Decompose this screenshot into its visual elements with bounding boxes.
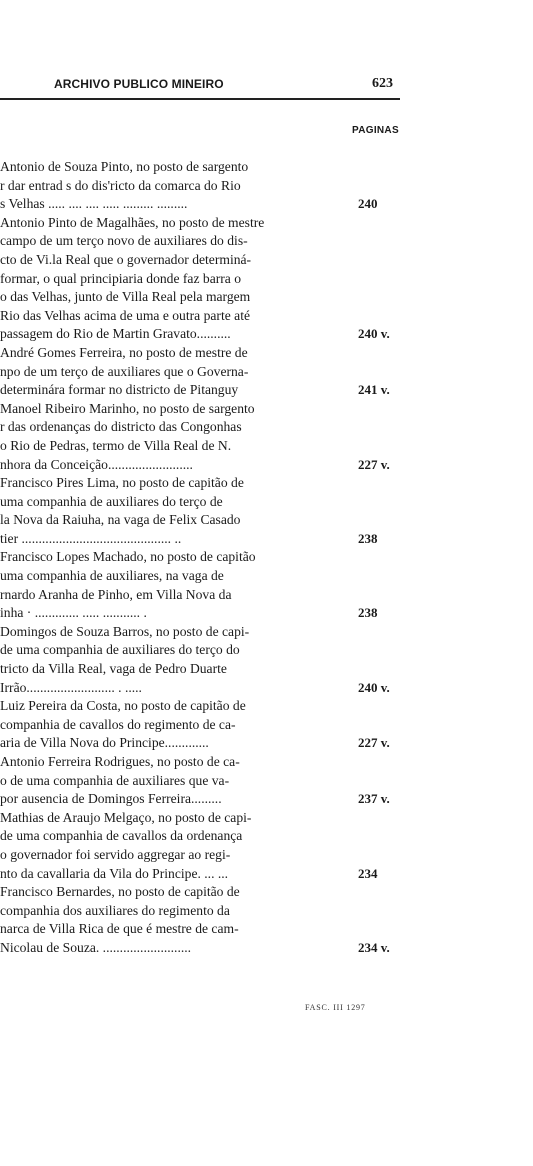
entry-text: de uma companhia de cavallos da ordenança	[0, 828, 243, 844]
entry-text: nhora da Conceição.........................	[0, 456, 193, 472]
entry-text: Nicolau de Souza. ..........................	[0, 939, 192, 955]
entry-text: s Velhas ..... .... .... ..... ......... .........	[0, 196, 188, 212]
entry-text: André Gomes Ferreira, no posto de mestre de	[0, 344, 248, 360]
index-line	[0, 697, 533, 716]
index-line	[0, 883, 533, 902]
index-line	[0, 660, 533, 679]
index-line	[0, 530, 533, 549]
index-line	[0, 920, 533, 939]
entry-text: o Rio de Pedras, termo de Villa Real de N.	[0, 437, 232, 453]
running-head	[0, 77, 400, 97]
index-line	[0, 232, 533, 251]
index-line	[0, 939, 533, 958]
entry-text: Irrão.......................... . .....	[0, 679, 142, 695]
index-line	[0, 604, 533, 623]
index-line	[0, 400, 533, 419]
entry-text: rnardo Aranha de Pinho, em Villa Nova da	[0, 586, 232, 602]
entry-text: Francisco Bernardes, no posto de capitão de	[0, 884, 240, 900]
index-line	[0, 865, 533, 884]
running-title: ARCHIVO PUBLICO MINEIRO	[54, 77, 224, 91]
index-line	[0, 418, 533, 437]
index-line	[0, 344, 533, 363]
index-line	[0, 790, 533, 809]
index-line	[0, 307, 533, 326]
page-reference: 240 v.	[358, 679, 390, 695]
index-line	[0, 846, 533, 865]
header-rule	[0, 98, 400, 100]
index-line	[0, 214, 533, 233]
index-entries	[0, 158, 533, 958]
index-line	[0, 716, 533, 735]
entry-text: npo de um terço de auxiliares que o Governa-	[0, 363, 249, 379]
page-reference: 237 v.	[358, 791, 390, 807]
entry-text: Manoel Ribeiro Marinho, no posto de sargento	[0, 400, 255, 416]
entry-text: uma companhia de auxiliares, na vaga de	[0, 568, 224, 584]
entry-text: la Nova da Raiuha, na vaga de Felix Casado	[0, 512, 241, 528]
entry-text: inha · ............. ..... ........... .	[0, 605, 147, 621]
index-line	[0, 809, 533, 828]
entry-text: tricto da Villa Real, vaga de Pedro Duarte	[0, 661, 227, 677]
entry-text: Francisco Lopes Machado, no posto de capitão	[0, 549, 256, 565]
index-line	[0, 902, 533, 921]
page-reference: 238	[358, 530, 378, 546]
index-line	[0, 325, 533, 344]
index-line	[0, 363, 533, 382]
entry-text: Antonio de Souza Pinto, no posto de sargento	[0, 159, 249, 174]
entry-text: Francisco Pires Lima, no posto de capitão de	[0, 475, 244, 491]
index-line	[0, 548, 533, 567]
entry-text: de uma companhia de auxiliares do terço do	[0, 642, 240, 658]
entry-text: nto da cavallaria da Vila do Principe. ... ...	[0, 865, 229, 881]
index-line	[0, 679, 533, 698]
entry-text: Antonio Pinto de Magalhães, no posto de mestre	[0, 214, 265, 230]
index-line	[0, 753, 533, 772]
entry-text: companhia de cavallos do regimento de ca-	[0, 716, 236, 732]
page-reference: 227 v.	[358, 456, 390, 472]
entry-text: r dar entrad s do dis'ricto da comarca do Rio	[0, 177, 241, 193]
index-line	[0, 195, 533, 214]
index-line	[0, 177, 533, 196]
index-line	[0, 586, 533, 605]
index-line	[0, 734, 533, 753]
page-reference: 227 v.	[358, 735, 390, 751]
page-reference: 241 v.	[358, 382, 390, 398]
entry-text: aria de Villa Nova do Principe.............	[0, 735, 209, 751]
entry-text: Antonio Ferreira Rodrigues, no posto de ca-	[0, 754, 240, 769]
index-line	[0, 288, 533, 307]
entry-text: uma companhia de auxiliares do terço de	[0, 493, 223, 509]
entry-text: campo de um terço novo de auxiliares do dis-	[0, 233, 248, 249]
entry-text: Luiz Pereira da Costa, no posto de capitão de	[0, 698, 246, 714]
entry-text: companhia dos auxiliares do regimento da	[0, 902, 230, 918]
entry-text: Domingos de Souza Barros, no posto de capi-	[0, 623, 250, 639]
index-line	[0, 270, 533, 289]
entry-text: Mathias de Araujo Melgaço, no posto de capi-	[0, 809, 252, 825]
page-reference: 238	[358, 605, 378, 621]
entry-text: determinára formar no districto de Pitanguy	[0, 382, 239, 398]
index-line	[0, 511, 533, 530]
page-reference: 234 v.	[358, 939, 390, 955]
index-line	[0, 623, 533, 642]
entry-text: o governador foi servido aggregar ao regi-	[0, 846, 231, 862]
column-heading: PAGINAS	[352, 125, 399, 136]
page-reference: 234	[358, 865, 378, 881]
entry-text: Rio das Velhas acima de uma e outra parte até	[0, 307, 251, 323]
index-line	[0, 437, 533, 456]
index-line	[0, 827, 533, 846]
fascicle-mark: FASC. III 1297	[305, 1003, 366, 1012]
index-line	[0, 772, 533, 791]
entry-text: passagem do Rio de Martin Gravato..........	[0, 326, 231, 342]
index-line	[0, 641, 533, 660]
entry-text: r das ordenanças do districto das Congonhas	[0, 419, 242, 435]
index-line	[0, 567, 533, 586]
entry-text: cto de Vi.la Real que o governador determiná-	[0, 251, 252, 267]
entry-text: formar, o qual principiaria donde faz barra o	[0, 270, 242, 286]
page-reference: 240	[358, 196, 378, 212]
page-number: 623	[372, 76, 393, 91]
entry-text: narca de Villa Rica de que é mestre de cam-	[0, 921, 239, 937]
index-line	[0, 493, 533, 512]
entry-text: por ausencia de Domingos Ferreira.........	[0, 791, 222, 807]
page-reference: 240 v.	[358, 326, 390, 342]
entry-text: tier ............................................ ..	[0, 530, 182, 546]
entry-text: o de uma companhia de auxiliares que va-	[0, 772, 230, 788]
index-line	[0, 381, 533, 400]
index-line	[0, 474, 533, 493]
index-line	[0, 251, 533, 270]
index-line	[0, 158, 533, 177]
entry-text: o das Velhas, junto de Villa Real pela margem	[0, 289, 251, 305]
index-line	[0, 456, 533, 475]
